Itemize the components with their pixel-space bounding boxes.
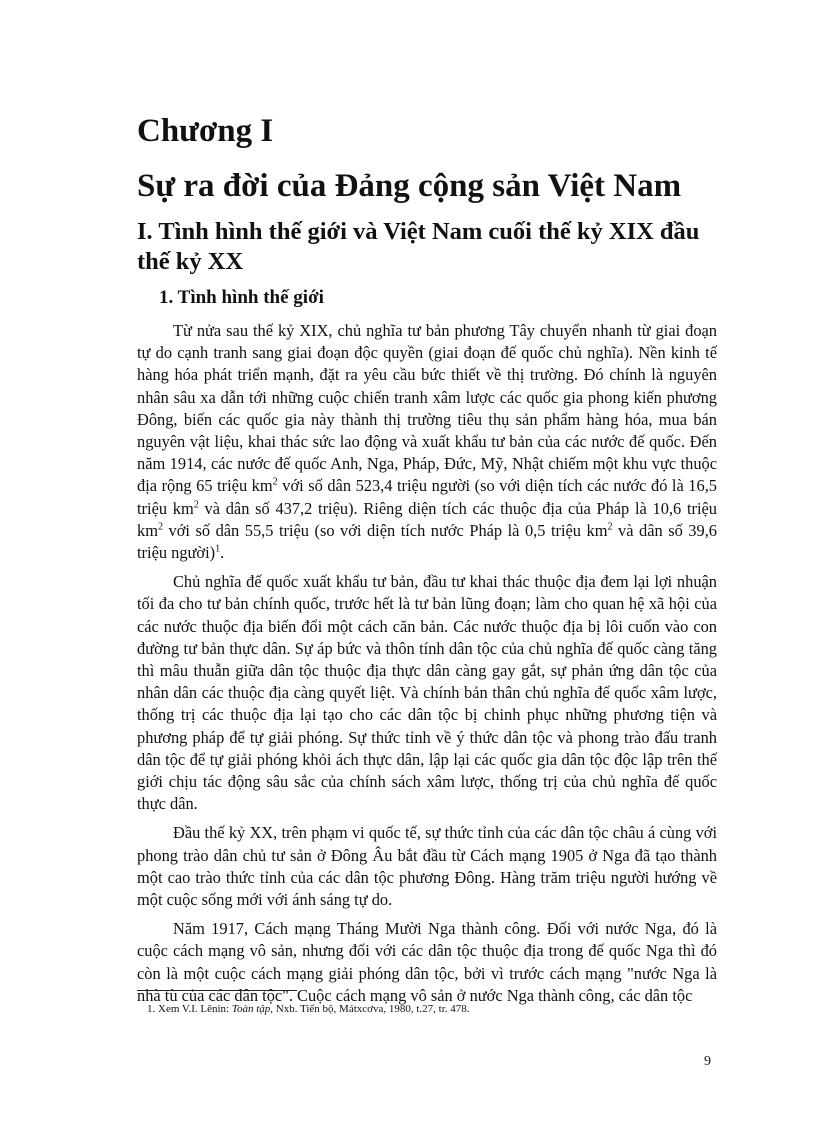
paragraph-2: Chủ nghĩa đế quốc xuất khẩu tư bản, đầu tư khai thác thuộc địa đem lại lợi nhuận tối đa cho tư bản chính quốc, trước hết là tư bản lũng đoạn; làm cho quan hệ xã hội của các nước thuộc địa biến đổi một cách căn bản. Các nước thuộc địa bị lôi cuốn vào con đường tư bản thực dân. Sự áp bức và thôn tính dân tộc của chủ nghĩa đế quốc càng tăng thì mâu thuẫn giữa dân tộc thuộc địa thực dân càng gay gắt, sự phản ứng dân tộc của nhân dân các thuộc địa càng quyết liệt. Và chính bản thân chủ nghĩa đế quốc xâm lược, thống trị các thuộc địa lại tạo cho các dân tộc bị chinh phục những phương tiện và phương pháp để tự giải phóng. Sự thức tỉnh về ý thức dân tộc và phong trào đấu tranh dân tộc để tự giải phóng khỏi ách thực dân, lập lại các quốc gia dân tộc độc lập trên thế giới chịu tác động sâu sắc của chính sách xâm lược, thống trị của chủ nghĩa đế quốc thực dân. — [137, 572, 717, 814]
footnote-title: Toàn tập, — [231, 1003, 274, 1015]
superscript: 2 — [157, 521, 164, 533]
paragraph-1-text-f: . — [220, 543, 225, 563]
paragraph-1-text-e: và dân số 39,6 triệu người) — [137, 520, 717, 563]
paragraph-4: Năm 1917, Cách mạng Tháng Mười Nga thành công. Đối với nước Nga, đó là cuộc cách mạng vô sản, nhưng đối với các dân tộc thuộc địa trong đế quốc Nga thì đó còn là một cuộc cách mạng giải phóng dân tộc, bởi vì trước cách mạng "nước Nga là nhà tù của các dân tộc". Cuộc cách mạng vô sản ở nước Nga thành công, các dân tộc — [137, 919, 717, 1005]
paragraph-3: Đầu thế kỷ XX, trên phạm vi quốc tế, sự thức tỉnh của các dân tộc châu á cùng với phong trào dân chủ tư sản ở Đông Âu bắt đầu từ Cách mạng 1905 ở Nga đã tạo thành một cao trào thức tỉnh của các dân tộc phương Đông. Hàng trăm triệu người hướng về một cuộc sống mới với ánh sáng tự do. — [137, 823, 717, 910]
paragraph-1-text-c: và dân số 437,2 triệu). Riêng diện tích các thuộc địa của Pháp là 10,6 triệu km — [137, 498, 717, 540]
paragraph-1-text-b: với số dân 523,4 triệu người (so với diện tích các nước đó là 16,5 triệu km — [137, 476, 717, 518]
subsection-heading: 1. Tình hình thế giới — [159, 287, 324, 308]
footnote-prefix: 1. Xem V.I. Lênin: — [147, 1003, 232, 1015]
superscript: 2 — [272, 476, 278, 488]
body-text — [137, 320, 717, 1014]
page-number: 9 — [704, 1054, 711, 1069]
paragraph-1 — [137, 320, 717, 564]
superscript: 2 — [607, 521, 613, 533]
footnote-divider — [137, 990, 297, 991]
footnote-reference[interactable]: 1 — [215, 543, 221, 555]
chapter-title: Sự ra đời của Đảng cộng sản Việt Nam — [137, 168, 682, 204]
superscript: 2 — [193, 499, 199, 511]
section-heading: I. Tình hình thế giới và Việt Nam cuối thế kỷ XIX đầu thế kỷ XX — [137, 218, 700, 275]
footnote — [147, 1003, 470, 1015]
footnote-suffix: Nxb. Tiến bộ, Mátxcơva, 1980, t.27, tr. 478. — [273, 1003, 470, 1015]
chapter-label: Chương I — [137, 113, 274, 149]
paragraph-1-text-a: Từ nửa sau thế kỷ XIX, chủ nghĩa tư bản phương Tây chuyển nhanh từ giai đoạn tự do cạnh tranh sang giai đoạn độc quyền (giai đoạn đế quốc chủ nghĩa). Nền kinh tế hàng hóa phát triển mạnh, đặt ra yêu cầu bức thiết về thị trường. Đó chính là nguyên nhân sâu xa dẫn tới những cuộc chiến tranh xâm lược các quốc gia phong kiến phương Đông, biến các quốc gia này thành thị trường tiêu thụ sản phẩm hàng hóa, mua bán nguyên vật liệu, khai thác sức lao động và xuất khẩu tư bản của các nước đế quốc. Đến năm 1914, các nước đế quốc Anh, Nga, Pháp, Đức, Mỹ, Nhật chiếm một khu vực thuộc địa rộng 65 triệu km — [137, 321, 717, 496]
paragraph-1-text-d: với số dân 55,5 triệu (so với diện tích nước Pháp là 0,5 triệu km — [163, 520, 608, 540]
